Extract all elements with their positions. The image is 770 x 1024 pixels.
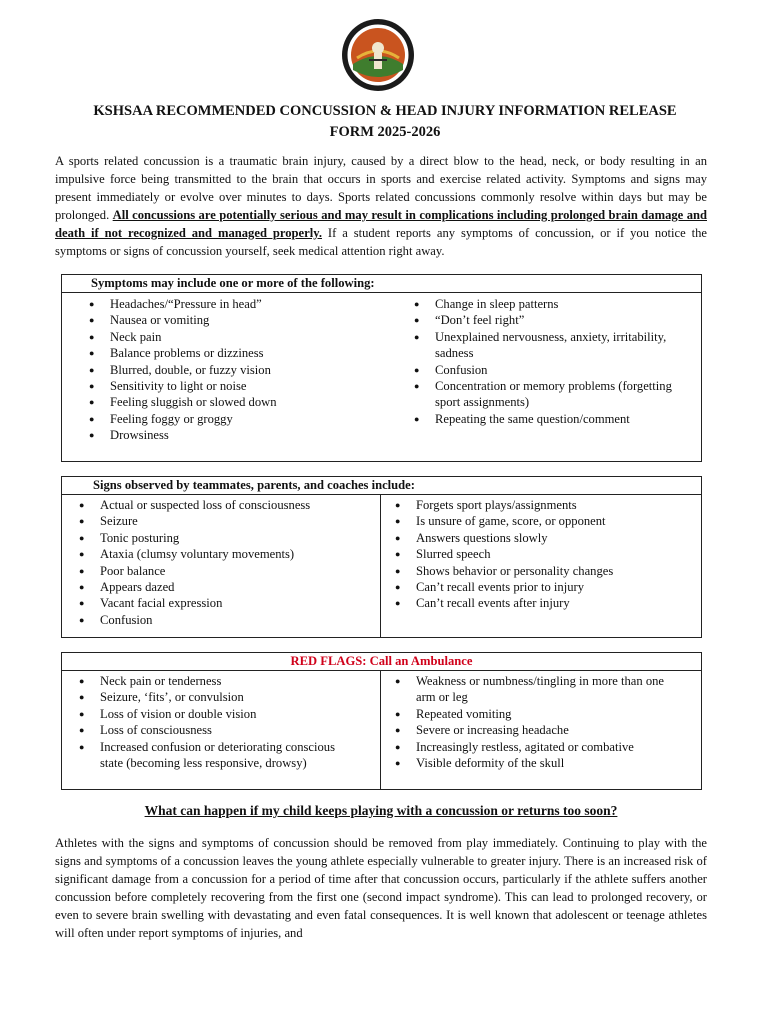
signs-right-item: ● Shows behavior or personality changes xyxy=(395,563,695,579)
symptoms-right-item: ● Repeating the same question/comment xyxy=(414,411,699,427)
signs-box xyxy=(61,476,702,638)
symptoms-left-item: ● Blurred, double, or fuzzy vision xyxy=(89,362,399,378)
signs-right-item: ● Answers questions slowly xyxy=(395,530,695,546)
symptoms-left-item: ● Neck pain xyxy=(89,329,399,345)
signs-right-item: ● Is unsure of game, score, or opponent xyxy=(395,513,695,529)
symptoms-left-item: ● Feeling sluggish or slowed down xyxy=(89,394,399,410)
symptoms-left-item: ● Nausea or vomiting xyxy=(89,312,399,328)
redflags-box xyxy=(61,652,702,790)
signs-left-item: ● Vacant facial expression xyxy=(79,595,380,611)
symptoms-right-item: ● “Don’t feel right” xyxy=(414,312,699,328)
symptoms-left-item: ● Drowsiness xyxy=(89,427,399,443)
intro-paragraph xyxy=(55,152,707,260)
redflags-right-column xyxy=(395,671,695,789)
signs-right-list xyxy=(395,497,695,612)
symptoms-right-item: ● Unexplained nervousness, anxiety, irritability, sadness xyxy=(414,329,699,362)
redflags-header: RED FLAGS: Call an Ambulance xyxy=(62,653,701,671)
symptoms-box xyxy=(61,274,702,462)
form-title-line1: KSHSAA RECOMMENDED CONCUSSION & HEAD INJURY INFORMATION RELEASE xyxy=(93,103,677,119)
signs-header: Signs observed by teammates, parents, and coaches include: xyxy=(62,477,701,495)
redflags-right-item: ● Increasingly restless, agitated or combative xyxy=(395,739,675,755)
signs-left-item: ● Actual or suspected loss of consciousness xyxy=(79,497,380,513)
intro-text-a: A sports related concussion is a traumatic brain injury, caused by a direct blow to the head, neck, or body resulting in an impulsive force being transmitted to the brain that occurs in sports and exercise related activity. Symptoms and signs may present immediately or evolve over minutes to days. Sports related concussions commonly resolve within days but may be prolonged. xyxy=(55,154,707,222)
symptoms-left-item: ● Feeling foggy or groggy xyxy=(89,411,399,427)
kshsaa-seal-logo xyxy=(341,18,415,92)
redflags-left-item: ● Seizure, ‘fits’, or convulsion xyxy=(79,689,359,705)
form-title-line2: FORM 2025-2026 xyxy=(329,124,441,140)
signs-left-item: ● Ataxia (clumsy voluntary movements) xyxy=(79,546,380,562)
redflags-left-item: ● Loss of vision or double vision xyxy=(79,706,359,722)
redflags-left-list xyxy=(79,673,359,771)
symptoms-left-item: ● Headaches/“Pressure in head” xyxy=(89,296,399,312)
redflags-left-item: ● Loss of consciousness xyxy=(79,722,359,738)
redflags-left-item: ● Neck pain or tenderness xyxy=(79,673,359,689)
symptoms-right-column xyxy=(414,296,699,461)
signs-right-column xyxy=(395,495,695,637)
redflags-right-item: ● Repeated vomiting xyxy=(395,706,675,722)
redflags-right-item: ● Weakness or numbness/tingling in more than one arm or leg xyxy=(395,673,675,706)
redflags-right-item: ● Visible deformity of the skull xyxy=(395,755,675,771)
symptoms-left-list xyxy=(89,296,399,444)
symptoms-left-item: ● Sensitivity to light or noise xyxy=(89,378,399,394)
signs-left-item: ● Tonic posturing xyxy=(79,530,380,546)
signs-left-column xyxy=(62,495,381,637)
redflags-right-item: ● Severe or increasing headache xyxy=(395,722,675,738)
signs-right-item: ● Can’t recall events after injury xyxy=(395,595,695,611)
signs-left-item: ● Poor balance xyxy=(79,563,380,579)
signs-left-list xyxy=(79,497,380,628)
signs-right-item: ● Slurred speech xyxy=(395,546,695,562)
symptoms-right-item: ● Concentration or memory problems (forgetting sport assignments) xyxy=(414,378,699,411)
section-paragraph: Athletes with the signs and symptoms of concussion should be removed from play immediately. Continuing to play with the signs and symptoms of a concussion leaves the young athlete especially vulnerable to greater injury. There is an increased risk of significant damage from a concussion for a period of time after that concussion occurs, particularly if the athlete suffers another concussion before completely recovering from the first one (second impact syndrome). This can lead to prolonged recovery, or even to severe brain swelling with devastating and even fatal consequences. It is well known that adolescent or teenage athletes will often under report symptoms of injuries, and xyxy=(55,836,707,940)
signs-right-item: ● Forgets sport plays/assignments xyxy=(395,497,695,513)
signs-left-item: ● Confusion xyxy=(79,612,380,628)
symptoms-header: Symptoms may include one or more of the following: xyxy=(62,275,701,293)
symptoms-left-column xyxy=(89,296,399,461)
intro-warning: All concussions are potentially serious and may result in complications including prolonged brain damage and death if not recognized and managed properly. xyxy=(55,208,707,240)
signs-left-item: ● Seizure xyxy=(79,513,380,529)
intro-text-b: If a student reports any symptoms of concussion, or if you notice the symptoms or signs of concussion yourself, seek medical attention right away. xyxy=(55,226,707,258)
symptoms-right-list xyxy=(414,296,699,427)
symptoms-right-item: ● Change in sleep patterns xyxy=(414,296,699,312)
section-heading: What can happen if my child keeps playing with a concussion or returns too soon? xyxy=(144,803,618,818)
redflags-right-list xyxy=(395,673,675,771)
signs-right-item: ● Can’t recall events prior to injury xyxy=(395,579,695,595)
redflags-left-item: ● Increased confusion or deteriorating conscious state (becoming less responsive, drowsy) xyxy=(79,739,359,772)
redflags-left-column xyxy=(62,671,381,789)
symptoms-right-item: ● Confusion xyxy=(414,362,699,378)
signs-left-item: ● Appears dazed xyxy=(79,579,380,595)
symptoms-left-item: ● Balance problems or dizziness xyxy=(89,345,399,361)
